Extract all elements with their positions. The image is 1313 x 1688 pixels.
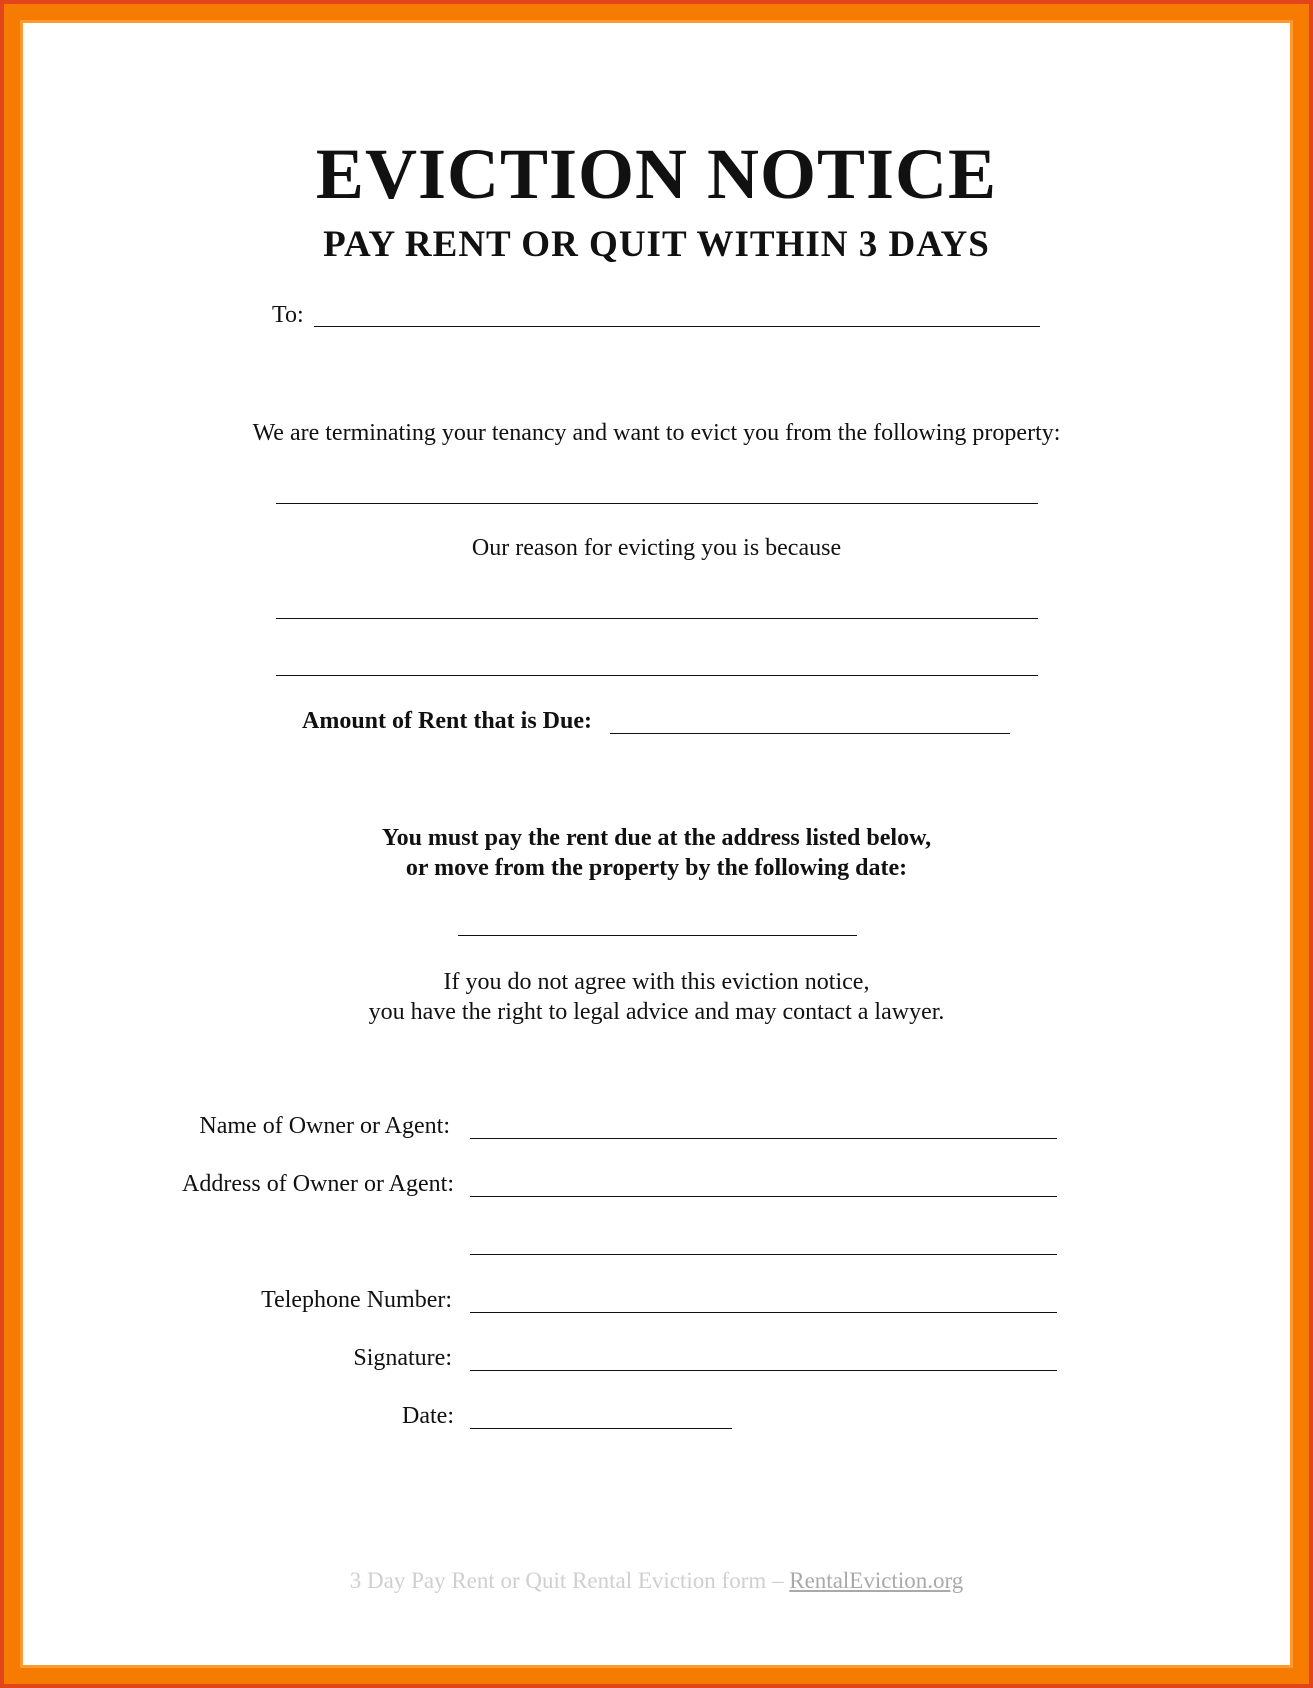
telephone-label: Telephone Number:: [261, 1287, 452, 1313]
notice-title: EVICTION NOTICE: [315, 134, 998, 214]
to-label: To:: [272, 302, 304, 328]
owner-name-field-line[interactable]: [470, 1138, 1057, 1139]
to-field-line[interactable]: [314, 326, 1040, 327]
property-field-line[interactable]: [276, 503, 1038, 504]
reason-field-line-1[interactable]: [276, 618, 1038, 619]
date-label: Date:: [402, 1403, 454, 1429]
move-date-field-line[interactable]: [458, 935, 857, 936]
amount-due-field-line[interactable]: [610, 733, 1010, 734]
amount-due-label: Amount of Rent that is Due:: [302, 708, 592, 734]
telephone-field-line[interactable]: [470, 1312, 1057, 1313]
signature-label: Signature:: [353, 1345, 452, 1371]
owner-address-field-line-2[interactable]: [470, 1254, 1057, 1255]
signature-field-line[interactable]: [470, 1370, 1057, 1371]
reason-field-line-2[interactable]: [276, 675, 1038, 676]
disagree-line-2: you have the right to legal advice and may contact a lawyer.: [368, 999, 945, 1025]
footer: [0, 1566, 1313, 1596]
pay-instruction-line-2: or move from the property by the following date:: [405, 855, 908, 881]
owner-address-label: Address of Owner or Agent:: [182, 1171, 454, 1197]
terminating-text: We are terminating your tenancy and want to evict you from the following property:: [252, 420, 1061, 446]
footer-text: 3 Day Pay Rent or Quit Rental Eviction form –: [349, 1568, 790, 1593]
disagree-line-1: If you do not agree with this eviction notice,: [443, 969, 870, 995]
date-field-line[interactable]: [470, 1428, 732, 1429]
pay-instruction-line-1: You must pay the rent due at the address listed below,: [381, 825, 932, 851]
notice-subtitle: PAY RENT OR QUIT WITHIN 3 DAYS: [323, 224, 990, 265]
reason-text: Our reason for evicting you is because: [471, 535, 842, 561]
owner-address-field-line-1[interactable]: [470, 1196, 1057, 1197]
footer-link[interactable]: RentalEviction.org: [789, 1568, 964, 1593]
owner-name-label: Name of Owner or Agent:: [199, 1113, 450, 1139]
